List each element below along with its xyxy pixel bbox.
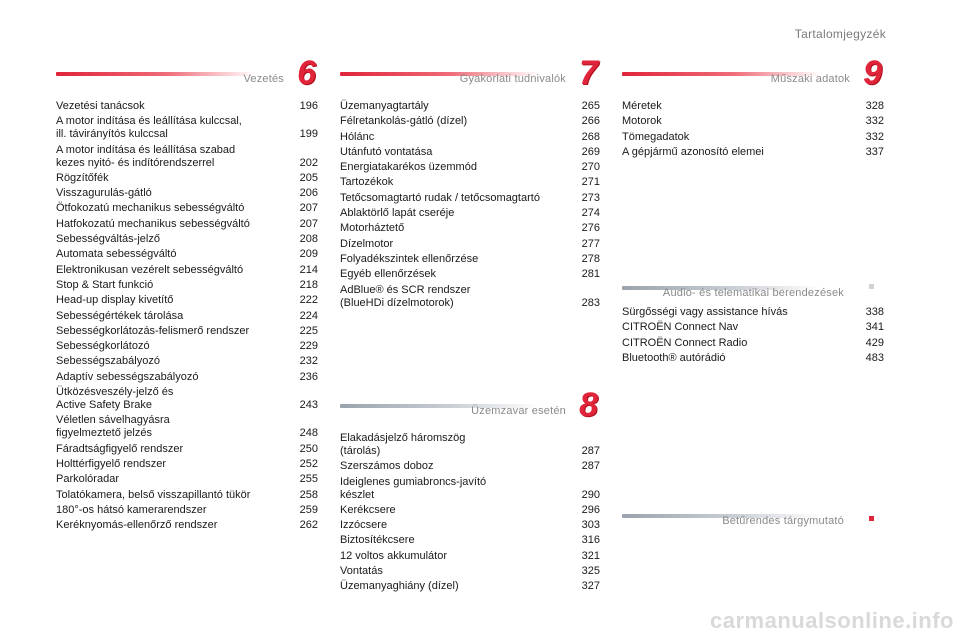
toc-entry[interactable]: [56, 172, 318, 185]
toc-entry-page: 273: [581, 191, 600, 204]
toc-entry-page: 332: [865, 130, 884, 143]
toc-entry-title: Üzemanyaghiány (dízel): [340, 580, 459, 593]
toc-entry-page: 258: [299, 488, 318, 501]
toc-entry[interactable]: [56, 325, 318, 338]
toc-entry-title: Sebességkorlátozás-felismerő rendszer: [56, 324, 250, 337]
toc-entry[interactable]: [340, 504, 600, 517]
toc-entry-title: Utánfutó vontatása: [340, 145, 433, 158]
watermark: carmanualsonline.info: [710, 608, 954, 633]
toc-entry[interactable]: [56, 233, 318, 246]
section-header: [340, 54, 600, 98]
toc-entry-page: 483: [865, 351, 884, 364]
toc-entry[interactable]: [340, 284, 600, 310]
toc-entry-title: Ötfokozatú mechanikus sebességváltó: [56, 202, 245, 215]
page-title: Tartalomjegyzék: [794, 27, 886, 41]
toc-entry-page: 259: [299, 503, 318, 516]
toc-entry-page: 287: [581, 460, 600, 473]
toc-entry-page: 208: [299, 233, 318, 246]
toc-entry[interactable]: [622, 306, 884, 319]
toc-entry-page: 214: [299, 263, 318, 276]
toc-entry-title: A motor indítása és leállítása kulccsal, ill. távirányítós kulccsal: [56, 115, 242, 141]
toc-entry[interactable]: [340, 238, 600, 251]
toc-entry[interactable]: [56, 115, 318, 141]
toc-entry-title: Hólánc: [340, 130, 375, 143]
toc-entry[interactable]: [56, 414, 318, 440]
toc-entry-title: Ütközésveszély-jelző és Active Safety Brake: [56, 386, 174, 412]
toc-entry-title: Fáradtságfigyelő rendszer: [56, 442, 184, 455]
toc-entry-page: 207: [299, 202, 318, 215]
section-vezetes: [56, 54, 318, 534]
section-bar: [56, 72, 256, 76]
section-marker: [869, 284, 874, 289]
toc-entry-title: Vontatás: [340, 565, 383, 578]
toc-entry-page: 250: [299, 442, 318, 455]
toc-entry-title: Kerékcsere: [340, 503, 396, 516]
toc-entry-page: 206: [299, 187, 318, 200]
toc-entry-title: Adaptív sebességszabályozó: [56, 370, 199, 383]
toc-entry-page: 321: [581, 549, 600, 562]
toc-entry-page: 429: [865, 336, 884, 349]
toc-entry[interactable]: [56, 443, 318, 456]
toc-entry-page: 290: [581, 488, 600, 501]
toc-entry-page: 262: [299, 519, 318, 532]
section-audio: [622, 276, 884, 367]
toc-entry-page: 269: [581, 145, 600, 158]
toc-entry[interactable]: [56, 279, 318, 292]
toc-entry-title: Visszagurulás-gátló: [56, 187, 152, 200]
toc-entry-title: Automata sebességváltó: [56, 248, 177, 261]
toc-entry-page: 265: [581, 100, 600, 112]
toc-entry-page: 255: [299, 473, 318, 486]
toc-entry-page: 287: [581, 445, 600, 457]
toc-entry-title: Rögzítőfék: [56, 171, 109, 184]
toc-entry-page: 281: [581, 268, 600, 281]
toc-entry[interactable]: [340, 131, 600, 144]
toc-entry-title: Bluetooth® autórádió: [622, 351, 726, 364]
toc-entry-page: 278: [581, 252, 600, 265]
toc-entry[interactable]: [340, 534, 600, 547]
section-label[interactable]: Audio- és telematikai berendezések: [662, 287, 844, 299]
toc-entry[interactable]: [340, 460, 600, 473]
toc-entry[interactable]: [622, 146, 884, 159]
section-header: [340, 386, 600, 430]
toc-entry-page: 225: [299, 324, 318, 337]
toc-entry[interactable]: [56, 473, 318, 486]
toc-entry-page: 332: [865, 115, 884, 128]
toc-entry-title: Biztosítékcsere: [340, 534, 415, 547]
toc-entry-title: CITROËN Connect Nav: [622, 321, 739, 334]
toc-entry-title: Sürgősségi vagy assistance hívás: [622, 306, 788, 318]
toc-entry[interactable]: [340, 519, 600, 532]
toc-entry[interactable]: [622, 100, 884, 113]
toc-entry-title: Parkolóradar: [56, 473, 119, 486]
toc-entry-page: 199: [299, 128, 318, 141]
toc-entry[interactable]: [622, 321, 884, 334]
toc-entry[interactable]: [56, 340, 318, 353]
toc-entry-page: 325: [581, 565, 600, 578]
toc-entry-page: 248: [299, 427, 318, 440]
toc-entry-title: Motorok: [622, 115, 662, 128]
toc-entry-page: 341: [865, 321, 884, 334]
toc-entry-page: 327: [581, 580, 600, 593]
toc-entry[interactable]: [622, 131, 884, 144]
toc-entry[interactable]: [56, 458, 318, 471]
section-label[interactable]: Vezetés: [243, 73, 284, 85]
toc-entry-page: 274: [581, 207, 600, 220]
toc-entry-page: 224: [299, 309, 318, 322]
section-gyakorlati: [340, 54, 600, 312]
toc-entry-title: Vezetési tanácsok: [56, 100, 145, 112]
section-number[interactable]: 9: [863, 54, 882, 92]
toc-entry-page: 252: [299, 457, 318, 470]
toc-entry-page: 209: [299, 248, 318, 261]
section-marker: [869, 516, 874, 521]
toc-entry-title: CITROËN Connect Radio: [622, 336, 748, 349]
toc-entry[interactable]: [340, 580, 600, 593]
toc-entry[interactable]: [56, 144, 318, 170]
toc-entry[interactable]: [56, 187, 318, 200]
toc-entry[interactable]: [340, 146, 600, 159]
toc-entry-page: 236: [299, 370, 318, 383]
toc-entry[interactable]: [622, 352, 884, 365]
toc-entry-title: Sebességszabályozó: [56, 355, 160, 368]
toc-entry-title: Folyadékszintek ellenőrzése: [340, 252, 479, 265]
toc-entry-title: Holttérfigyelő rendszer: [56, 457, 167, 470]
toc-entry-title: Ablaktörlő lapát cseréje: [340, 207, 455, 220]
section-header: [622, 54, 884, 98]
toc-entry[interactable]: [56, 355, 318, 368]
section-uzemzavar: [340, 386, 600, 596]
toc-entry-page: 205: [299, 171, 318, 184]
toc-entry-page: 338: [865, 306, 884, 318]
toc-entry-title: 180°-os hátsó kamerarendszer: [56, 503, 207, 516]
toc-entry-page: 232: [299, 355, 318, 368]
toc-entry-page: 243: [299, 399, 318, 412]
toc-entry-title: Sebességkorlátozó: [56, 340, 150, 353]
section-label[interactable]: Üzemzavar esetén: [471, 405, 566, 417]
toc-entry-page: 296: [581, 503, 600, 516]
section-number[interactable]: 8: [579, 386, 598, 424]
section-header: [622, 276, 884, 304]
toc-entry-page: 316: [581, 534, 600, 547]
toc-entry[interactable]: [622, 115, 884, 128]
toc-entry-title: Head-up display kivetítő: [56, 294, 174, 307]
toc-list: [622, 100, 884, 159]
toc-entry-title: Elektronikusan vezérelt sebességváltó: [56, 263, 244, 276]
toc-entry-title: Sebességértékek tárolása: [56, 309, 184, 322]
toc-entry-page: 337: [865, 145, 884, 158]
toc-entry[interactable]: [56, 489, 318, 502]
toc-entry[interactable]: [56, 100, 318, 113]
toc-entry[interactable]: [56, 386, 318, 412]
section-muszaki: [622, 54, 884, 161]
toc-entry-title: Tolatókamera, belső visszapillantó tükör: [56, 488, 251, 501]
toc-entry-title: Keréknyomás-ellenőrző rendszer: [56, 519, 218, 532]
toc-entry[interactable]: [340, 432, 600, 458]
section-header: [622, 504, 884, 540]
toc-entry[interactable]: [340, 476, 600, 502]
toc-entry[interactable]: [340, 253, 600, 266]
toc-entry-page: 196: [299, 100, 318, 112]
toc-entry-title: Tetőcsomagtartó rudak / tetőcsomagtartó: [340, 191, 540, 204]
toc-entry-page: 271: [581, 176, 600, 189]
toc-entry[interactable]: [340, 268, 600, 281]
toc-list: [622, 306, 884, 365]
toc-entry[interactable]: [340, 192, 600, 205]
toc-entry-title: Félretankolás-gátló (dízel): [340, 115, 468, 128]
toc-entry-title: Tömegadatok: [622, 130, 690, 143]
section-number[interactable]: 7: [579, 54, 598, 92]
toc-entry[interactable]: [340, 222, 600, 235]
toc-entry-title: Üzemanyagtartály: [340, 100, 429, 112]
toc-entry[interactable]: [56, 264, 318, 277]
section-label[interactable]: Gyakorlati tudnivalók: [459, 73, 566, 85]
toc-entry-page: 229: [299, 340, 318, 353]
toc-entry-page: 202: [299, 156, 318, 169]
toc-entry-title: Ideiglenes gumiabroncs-javító készlet: [340, 475, 487, 501]
toc-entry-title: Méretek: [622, 100, 662, 112]
section-label[interactable]: Műszaki adatok: [770, 73, 850, 85]
section-header: [56, 54, 318, 98]
toc-entry[interactable]: [340, 565, 600, 578]
toc-entry[interactable]: [56, 294, 318, 307]
toc-entry-title: Elakadásjelző háromszög (tárolás): [340, 432, 466, 457]
toc-entry-page: 268: [581, 130, 600, 143]
toc-entry-page: 266: [581, 115, 600, 128]
toc-entry-page: 303: [581, 519, 600, 532]
toc-entry[interactable]: [340, 550, 600, 563]
toc-entry-page: 218: [299, 278, 318, 291]
toc-entry-title: A gépjármű azonosító elemei: [622, 145, 764, 158]
toc-entry[interactable]: [56, 310, 318, 323]
toc-entry[interactable]: [56, 248, 318, 261]
toc-entry-title: Dízelmotor: [340, 237, 394, 250]
toc-entry[interactable]: [622, 337, 884, 350]
toc-entry-title: 12 voltos akkumulátor: [340, 549, 447, 562]
toc-entry-title: Hatfokozatú mechanikus sebességváltó: [56, 217, 250, 230]
section-label[interactable]: Betűrendes tárgymutató: [722, 515, 844, 527]
toc-list: [340, 100, 600, 310]
toc-entry-title: Véletlen sávelhagyásra figyelmeztető jelzés: [56, 414, 170, 440]
toc-list: [340, 432, 600, 593]
toc-entry-page: 222: [299, 294, 318, 307]
toc-entry-page: 270: [581, 161, 600, 174]
toc-entry-title: Szerszámos doboz: [340, 460, 434, 473]
toc-entry[interactable]: [340, 100, 600, 113]
toc-entry[interactable]: [340, 115, 600, 128]
toc-entry-page: 283: [581, 296, 600, 309]
toc-entry-page: 276: [581, 222, 600, 235]
toc-entry[interactable]: [56, 202, 318, 215]
toc-entry-title: Energiatakarékos üzemmód: [340, 161, 477, 174]
section-number[interactable]: 6: [297, 54, 316, 92]
toc-entry-title: Tartozékok: [340, 176, 394, 189]
toc-entry-title: Motorháztető: [340, 222, 405, 235]
toc-entry-title: Izzócsere: [340, 519, 388, 532]
toc-entry-title: Egyéb ellenőrzések: [340, 268, 437, 281]
toc-entry[interactable]: [56, 371, 318, 384]
toc-entry-title: A motor indítása és leállítása szabad kezes nyitó- és indítórendszerrel: [56, 143, 236, 169]
toc-entry-title: AdBlue® és SCR rendszer (BlueHDi dízelmotorok): [340, 283, 471, 309]
toc-entry[interactable]: [340, 161, 600, 174]
toc-entry-page: 328: [865, 100, 884, 112]
toc-entry[interactable]: [340, 207, 600, 220]
toc-list: [56, 100, 318, 532]
toc-entry[interactable]: [340, 176, 600, 189]
toc-entry-title: Sebességváltás-jelző: [56, 233, 160, 246]
toc-entry-title: Stop & Start funkció: [56, 278, 154, 291]
toc-entry[interactable]: [56, 519, 318, 532]
toc-entry-page: 277: [581, 237, 600, 250]
section-index: [622, 504, 884, 540]
toc-entry-page: 207: [299, 217, 318, 230]
toc-entry[interactable]: [56, 218, 318, 231]
toc-entry[interactable]: [56, 504, 318, 517]
